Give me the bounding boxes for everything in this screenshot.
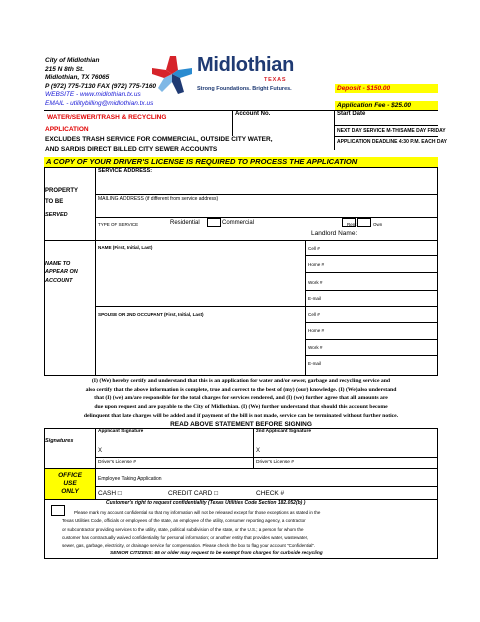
property-label-1: PROPERTY [45,188,79,194]
name-label-3: ACCOUNT [45,278,73,284]
email-label-2: E-mail [308,361,322,366]
home-label-1: Home # [308,262,325,267]
header-address [45,57,156,109]
next-day-service: NEXT DAY SERVICE M-TH/SAME DAY FRIDAY [337,128,446,134]
account-no-label: Account No. [235,111,271,117]
cell-label-1: Cell # [308,246,320,251]
email-link[interactable]: EMAIL - utilitybilling@midlothian.tx.us [45,99,154,107]
signature-x-1[interactable]: X [98,448,103,454]
service-address-label: SERVICE ADDRESS: [98,168,153,174]
applicant-signature-label: Applicant Signature [98,429,144,434]
application-deadline: APPLICATION DEADLINE 4:30 P.M. EACH DAY [337,139,447,145]
work-label-2: Work # [308,345,323,350]
own-checkbox[interactable] [357,218,371,227]
name-label-1: NAME TO [45,261,71,267]
excludes-line-1: EXCLUDES TRASH SERVICE FOR COMMERCIAL, OUTSIDE CITY WATER, [45,136,273,143]
office-label-3: ONLY [61,488,79,495]
form-title-line-1: WATER/SEWER/TRASH & RECYCLING [47,114,167,121]
org-name: City of Midlothian [45,57,100,64]
signatures-label: Signatures [45,438,74,444]
property-label-2: TO BE [45,199,64,205]
commercial-label: Commercial [222,220,255,226]
residential-checkbox[interactable] [207,218,221,227]
confidentiality-text: Please mark my account confidential so that my information will not be released except for those exceptions as stated in the Texas Utilities Code, officials or employees of the state, an employee of the utility, consumer reporting agency, a contractor or subcontractor providing services to the utility, state, political subdivision of the state, or the U.S.; a person for whom the customer has contractually waived confidentiality for personal information; or another entity that provides water, wastewater, sewer, gas, garbage, electricity, or drainage service for compensation. Please check the box to flag your account "Confidential". [62,510,321,549]
name-label-2: APPEAR ON [45,269,78,275]
own-label: Own [373,222,383,227]
application-fee: Application Fee - $25.00 [335,101,438,110]
credit-card-option[interactable]: CREDIT CARD □ [168,490,219,497]
star-logo-icon [150,52,194,96]
landlord-name-label: Landlord Name: [311,230,358,237]
confidentiality-title: Customer's right to request confidentiality (Texas Utilities Code Section 182.052(b) ) [106,500,306,506]
spouse-name-label: SPOUSE OR 2ND OCCUPANT (First, Initial, Last) [98,312,204,317]
certification-statement: (I) (We) hereby certify and understand that this is an application for water and/or sewer, garbage and recycling service and also certify that the above information is complete, true and correct to the best of (my) (our) knowledge. (I) (We)also understand that (I) (we) am/are responsible for the total charges for services rendered, and (I) (we) further agree that all amounts are due upon request and are payable to the City of Midlothian. (I) (We) further understand that should this account become delinquent that late charges will be added and if payment of the bill is not made, service can be terminated without further notice. [83,378,399,419]
office-label-1: OFFICE [58,472,82,479]
email-label-1: E-mail [308,296,322,301]
type-of-service-label: TYPE OF SERVICE [98,222,139,227]
residential-label: Residential [170,220,200,226]
form-title-line-2: APPLICATION [45,126,89,133]
drivers-license-label-1: Driver's License # [98,460,136,465]
office-use-box [45,469,95,499]
logo-name: Midlothian [197,54,294,76]
mailing-address-label: MAILING ADDRESS (if different from service address) [98,196,219,202]
city-logo [150,50,300,98]
cash-option[interactable]: CASH □ [98,490,122,497]
excludes-line-2: AND SARDIS DIRECT BILLED CITY SEWER ACCOUNTS [45,146,218,153]
address-line-1: 215 N 8th St. [45,65,85,73]
address-line-2: Midlothian, TX 76065 [45,74,110,82]
second-signature-label: 2nd Applicant Signature [256,429,311,434]
home-label-2: Home # [308,328,325,333]
senior-citizens-note: SENIOR CITIZENS: 65 or older may request to be exempt from charges for curbside recycling [110,551,323,556]
work-label-1: Work # [308,280,323,285]
read-above-notice: READ ABOVE STATEMENT BEFORE SIGNING [170,421,312,428]
check-option[interactable]: CHECK # [256,490,285,497]
cell-label-2: Cell # [308,312,320,317]
phone-fax: P (972) 775-7130 FAX (972) 775-7160 [45,82,157,90]
signature-x-2[interactable]: X [256,448,261,454]
deposit-fee: Deposit - $150.00 [335,84,438,93]
rent-label: Rent [347,222,357,227]
office-label-2: USE [63,480,77,487]
website-link[interactable]: WEBSITE - www.midlothian.tx.us [45,91,141,99]
logo-tagline: Strong Foundations. Bright Futures. [197,86,292,92]
license-notice: A COPY OF YOUR DRIVER'S LICENSE IS REQUIRED TO PROCESS THE APPLICATION [44,157,438,167]
drivers-license-label-2: Driver's License # [256,460,294,465]
property-label-3: SERVED [45,212,68,218]
employee-taking-application: Employee Taking Application [98,476,162,482]
logo-state: TEXAS [264,77,287,83]
primary-name-label: NAME (First, Initial, Last) [98,245,153,250]
start-date-label: Start Date [337,111,366,117]
